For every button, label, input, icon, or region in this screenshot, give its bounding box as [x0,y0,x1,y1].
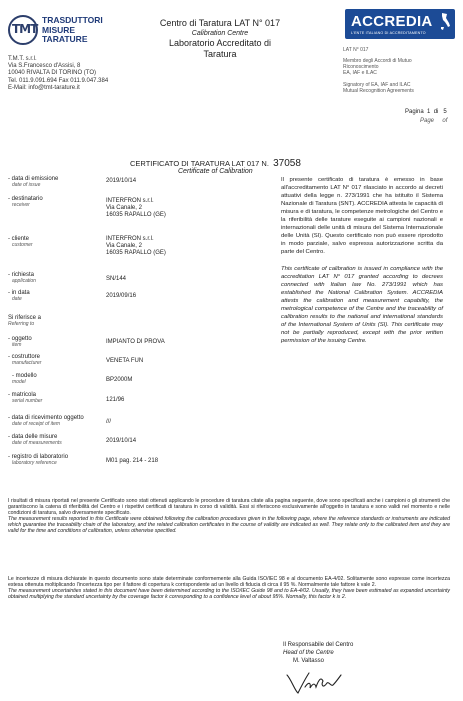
field-application-date: - in data date [8,290,30,302]
lab-reference-value: M01 pag. 214 - 218 [106,458,159,464]
uncertainty-statement: Le incertezze di misura dichiarate in questo documento sono state determinate conformemente alla Guida ISO/IEC 98 e al documento EA-4/02. Solitamente sono espresse come incertezza estesa ottenuta moltiplicando l'incertezza tipo per il fattore di copertura k corrispondente ad un livello di fiducia di circa il 95 %. Normalmente tale fattore k vale 2. The measurement uncertainties stated in this document have been determined according to the ISO/IEC Guide 98 and to EA-4/02. Usually, they have been estimated as expanded uncertainty obtained multiplying the standard uncertainty by the coverage factor k corresponding to a confidence level of about 95%. Normally, this factor k is 2. [8,576,450,600]
page-indicator: Pagina 1 di 5 [405,109,447,115]
accreditation-statement: Il presente certificato di taratura è emesso in base all'accreditamento LAT N° 017 rilasciato in accordo ai decreti attuativi della legge n. 273/1991 che ha istituito il Sistema Nazionale di Taratura (SNT). ACCREDIA attesta le capacità di misura e di taratura, le competenze metrologiche del Centro e la riferibilità delle tarature eseguite ai campioni nazionali e internazionali delle unità di misura del Sistema Internazionale delle Unità (SI). Questo certificato non può essere riprodotto in modo parziale, salvo espressa autorizzazione scritta da parte del Centro. This certificate of calibration is issued in compliance with the accreditation LAT N° 017 granted according to decrees connected with Italian law No. 273/1991 which has established the National Calibration System. ACCREDIA attests the calibration and measurement capability, the metrological competence of the Centre and the traceability of calibration results to the national and international standards of the International System of Units (SI). This certificate may not be partially reproduced, except with the prior written permission of the issuing Centre. [281,177,443,344]
field-item: - oggetto item [8,336,32,348]
receiver-value: INTERFRON s.r.l. Via Canale, 2 16035 RAPALLO (GE) [106,198,166,218]
application-date-value: 2019/09/16 [106,293,137,299]
certificate-number: 37058 [273,158,301,169]
accredia-logo: ACCREDIA L'ENTE ITALIANO DI ACCREDITAMENTO [345,9,455,39]
field-model: - modello model [12,373,37,385]
item-value: IMPIANTO DI PROVA [106,339,165,345]
field-serial: - matricola serial number [8,392,43,404]
accredia-info: LAT N° 017 Membro degli Accordi di Mutuo Riconoscimento EA, IAF e ILAC Signatory of EA, IAF and ILAC Mutual Recognition Agreements [343,47,414,94]
handwritten-signature-icon [283,669,343,697]
certificate-subtitle: Certificate of Calibration [178,168,253,175]
field-manufacturer: - costruttore manufacturer [8,354,42,366]
centre-title-en: Calibration Centre [191,30,249,37]
measurement-date-value: 2019/10/14 [106,438,137,444]
field-lab-reference: - registro di laboratorio laboratory reference [8,454,69,466]
certificate-title: CERTIFICATO DI TARATURA LAT 017 N. 37058 [130,158,301,169]
field-customer: - cliente customer [8,236,33,248]
manufacturer-value: VENETA FUN [106,358,144,364]
signatory-name: M. Valtasso [293,658,324,664]
serial-value: 121/96 [106,397,125,403]
tmt-logo-icon: TMT [8,15,38,45]
application-value: SN/144 [106,276,127,282]
field-measurement-date: - data delle misure date of measurements [8,434,62,446]
receipt-date-value: /// [106,419,112,425]
model-value: BP2000M [106,377,133,383]
issue-date-value: 2019/10/14 [106,178,137,184]
italy-map-icon [439,12,451,32]
referring-to: Si riferisce a Referring to [8,315,42,327]
customer-value: INTERFRON s.r.l. Via Canale, 2 16035 RAPALLO (GE) [106,236,166,256]
signature-block: Il Responsabile del Centro Head of the Centre M. Valtasso [283,642,354,664]
header-title-block: Centro di Taratura LAT N° 017 Calibration Centre Laboratorio Accreditato di Taratura [130,18,310,59]
field-application: - richiesta application [8,272,36,284]
field-receipt-date: - data di ricevimento oggetto date of receipt of item [8,415,84,427]
centre-title: Centro di Taratura LAT N° 017 [159,18,281,28]
field-receiver: - destinatario receiver [8,196,43,208]
results-statement: I risultati di misura riportati nel presente Certificato sono stati ottenuti applicando le procedure di taratura citate alla pagina seguente, dove sono specificati anche i campioni o gli strumenti che garantiscono la catena di riferibilità del Centro e i rispettivi certificati di taratura in corso di validità. Essi si riferiscono esclusivamente all'oggetto in taratura e sono validi nel momento e nelle condizioni di taratura, salvo diversamente specificato. The measurement results reported in this Certificate were obtained following the calibration procedures given in the following page, where the reference standards or instruments are indicated which guarantee the traceability chain of the laboratory, and the related calibration certificates in the course of validity are indicated as well. They relate only to the calibrated item and they are valid for the time and conditions of calibration, unless otherwise specified. [8,498,450,534]
brand-name: TRASDUTTORI MISURE TARATURE [42,15,103,44]
company-address: T.M.T. s.r.l. Via S.Francesco d'Assisi, 8 10040 RIVALTA DI TORINO (TO) Tel. 011.9.091.694 Fax 011.9.047.384 E-Mail: info@tmt-tarature.it [8,56,109,91]
page-indicator-en: Page of [420,118,448,124]
field-issue-date: - data di emissione date of issue [8,176,59,188]
